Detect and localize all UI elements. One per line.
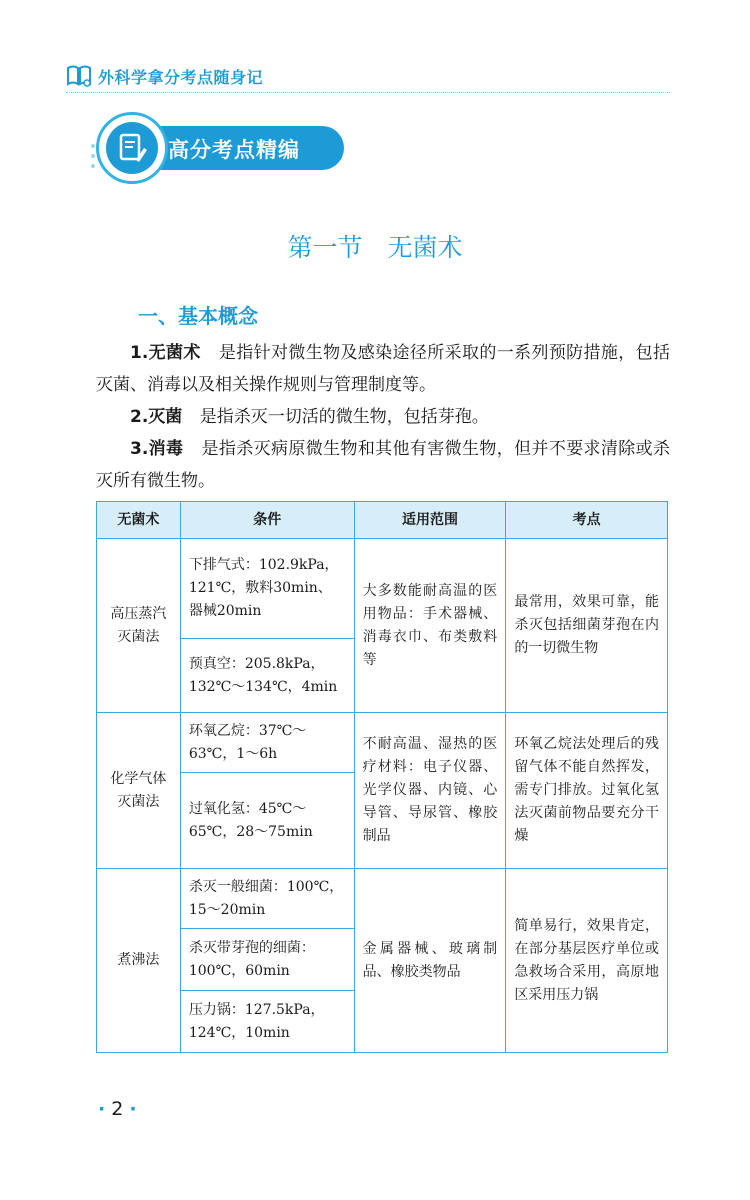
table-header-cell: 无菌术 [97,502,181,539]
section-banner [96,112,346,190]
definition-text: 是指杀灭一切活的微生物，包括芽孢。 [199,407,489,427]
definition-term: 2.灭菌 [130,407,183,427]
definition-term: 1.无菌术 [130,343,201,363]
condition-cell: 杀灭一般细菌：100℃，15～20min [180,869,354,929]
condition-cell: 杀灭带芽孢的细菌：100℃，60min [180,929,354,991]
definition-term: 3.消毒 [130,439,184,459]
section-title: 第一节 无菌术 [287,233,463,262]
point-cell: 最常用，效果可靠，能杀灭包括细菌芽孢在内的一切微生物 [506,539,668,713]
subsection-title: 一、基本概念 [138,304,258,328]
sterilization-table [96,501,668,1053]
decorative-dots-icon [88,142,98,182]
condition-cell: 预真空：205.8kPa，132℃～134℃，4min [180,639,354,713]
header-divider [66,92,670,93]
definition-text: 是指杀灭病原微生物和其他有害微生物，但并不要求清除或杀灭所有微生物。 [96,439,671,491]
method-cell: 高压蒸汽灭菌法 [97,539,181,713]
table-header-row [97,502,668,539]
definition-paragraph [96,433,670,497]
condition-cell: 过氧化氢：45℃～65℃，28～75min [180,773,354,869]
definition-paragraph [96,337,670,401]
banner-label: 高分考点精编 [168,138,300,162]
condition-cell: 压力锅：127.5kPa，124℃，10min [180,991,354,1053]
table-row [97,539,668,639]
condition-cell: 下排气式：102.9kPa，121℃，敷料30min、器械20min [180,539,354,639]
point-cell: 简单易行，效果肯定，在部分基层医疗单位或急救场合采用，高原地区采用压力锅 [506,869,668,1053]
method-cell: 化学气体灭菌法 [97,713,181,869]
definition-text: 是指针对微生物及感染途径所采取的一系列预防措施，包括灭菌、消毒以及相关操作规则与管理制度等。 [96,343,671,395]
running-header [66,62,670,92]
table-header-cell: 考点 [506,502,668,539]
table-header-cell: 适用范围 [354,502,506,539]
table-row [97,713,668,773]
page-number: · 2 · [98,1098,137,1120]
book-icon [66,64,92,88]
book-title: 外科学拿分考点随身记 [98,68,264,87]
scope-cell: 金属器械、玻璃制品、橡胶类物品 [354,869,506,1053]
condition-cell: 环氧乙烷：37℃～63℃，1～6h [180,713,354,773]
method-cell: 煮沸法 [97,869,181,1053]
table-header-cell: 条件 [180,502,354,539]
point-cell: 环氧乙烷法处理后的残留气体不能自然挥发，需专门排放。过氧化氢法灭菌前物品要充分干燥 [506,713,668,869]
notebook-pen-icon [106,122,158,174]
definition-paragraph [96,401,670,433]
table-row [97,869,668,929]
banner-circle [96,112,168,184]
scope-cell: 大多数能耐高温的医用物品：手术器械、消毒衣巾、布类敷料等 [354,539,506,713]
scope-cell: 不耐高温、湿热的医疗材料：电子仪器、光学仪器、内镜、心导管、导尿管、橡胶制品 [354,713,506,869]
